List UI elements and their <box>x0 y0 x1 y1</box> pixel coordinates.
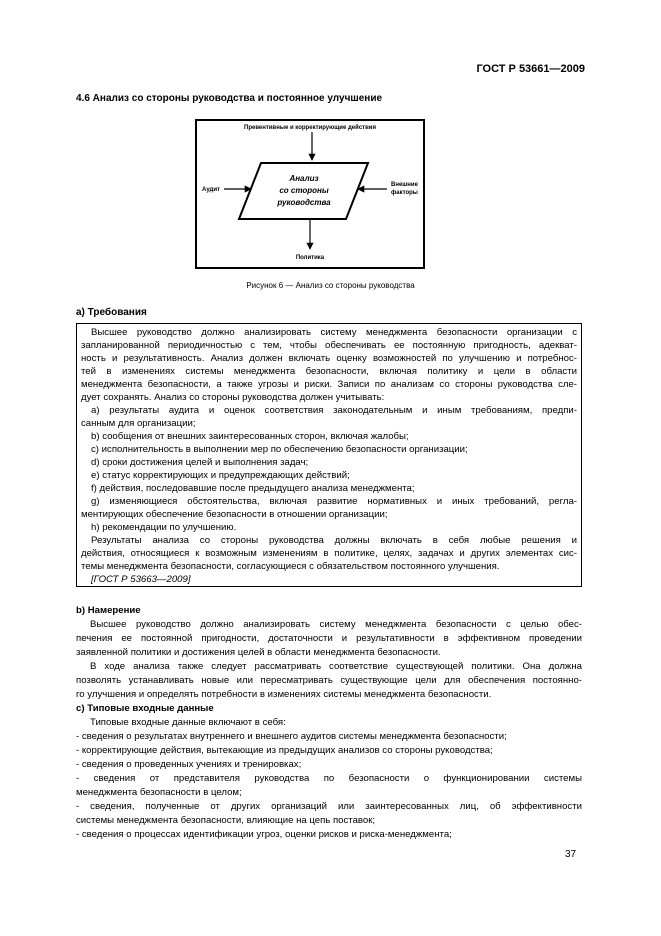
inputs-line: - сведения о проведенных учениях и тренировках; <box>76 759 302 770</box>
section-title: 4.6 Анализ со стороны руководства и постоянное улучшение <box>76 93 383 104</box>
inputs-line: - сведения о процессах идентификации угроз, оценки рисков и риска-менеджмента; <box>76 829 452 840</box>
inputs-heading: с) Типовые входные данные <box>76 703 214 714</box>
req-line: d) сроки достижения целей и выполнения задач; <box>91 457 309 468</box>
req-line: e) статус корректирующих и предупреждающих действий; <box>91 470 350 481</box>
req-line: ность и результативность. Анализ должен включать оценку возможностей по улучшению и потребнос- <box>81 353 577 364</box>
inputs-line: менеджмента безопасности в целом; <box>76 787 242 798</box>
inputs-line: системы менеджмента безопасности, влияющие на цепь поставок; <box>76 815 376 826</box>
intent-line: позволять устанавливать новые или пересматривать существующие цели для обеспечения постоянно- <box>76 675 582 686</box>
req-line: менеджмента безопасности, а также угрозы и риски. Записи по анализам со стороны руководства сле- <box>81 379 577 390</box>
req-line: Результаты анализа со стороны руководства должны включать в себя любые решения и <box>91 535 577 546</box>
req-line: c) исполнительность в выполнении мер по обеспечению безопасности организации; <box>91 444 468 455</box>
diagram-svg <box>195 119 425 269</box>
inputs-line: - корректирующие действия, вытекающие из предыдущих анализов со стороны руководства; <box>76 745 493 756</box>
standard-id: ГОСТ Р 53661—2009 <box>476 63 585 75</box>
figure-top-label: Превентивные и корректирующие действия <box>244 125 376 131</box>
req-line: Высшее руководство должно анализировать систему менеджмента безопасности организации с <box>91 327 577 338</box>
inputs-line: - сведения, полученные от других организаций или заинтересованных лиц, об эффективности <box>76 801 582 812</box>
intent-line: Высшее руководство должно анализировать систему менеджмента безопасности с целью обес- <box>90 619 582 630</box>
page-number: 37 <box>565 849 577 860</box>
req-line: ментирующих обеспечение безопасности в отношении организации; <box>81 509 388 520</box>
figure-diagram <box>195 119 425 269</box>
inputs-line: - сведения о результатах внутреннего и внешнего аудитов системы менеджмента безопасности; <box>76 731 507 742</box>
figure-bottom-label: Политика <box>295 255 325 261</box>
figure-right-line-2: факторы <box>391 190 418 196</box>
req-line: g) изменяющиеся обстоятельства, включая развитие нормативных и иных требований, регла- <box>91 496 577 507</box>
req-line: тей в изменениях системы менеджмента безопасности, включая политику и цели в области <box>81 366 577 377</box>
req-line: b) сообщения от внешних заинтересованных сторон, включая жалобы; <box>91 431 409 442</box>
req-line: санным для организации; <box>81 418 196 429</box>
req-line: дует сохранять. Анализ со стороны руководства должен учитывать: <box>81 392 385 403</box>
req-line: а) результаты аудита и оценок соответствия законодательным и иным требованиям, предпи- <box>91 405 577 416</box>
req-line: запланированной периодичностью с тем, чтобы обеспечивать ее постоянную пригодность, адекват- <box>81 340 577 351</box>
req-line: действия, относящиеся к возможным изменениям в политике, целях, задачах и других элементах сис- <box>81 548 577 559</box>
inputs-line: Типовые входные данные включают в себя: <box>90 717 286 728</box>
req-reference: [ГОСТ Р 53663—2009] <box>91 574 191 585</box>
figure-caption: Рисунок 6 — Анализ со стороны руководства <box>246 281 415 290</box>
figure-right-line-1: Внешние <box>391 182 418 188</box>
center-line-1: Анализ <box>289 174 319 183</box>
requirements-box <box>76 323 582 587</box>
intent-line: В ходе анализа также следует рассматривать соответствие существующей политики. Она должна <box>90 661 582 672</box>
figure-left-label: Аудит <box>202 187 220 193</box>
intent-line: го улучшения и определять потребности в изменениях системы менеджмента безопасности. <box>76 689 492 700</box>
intent-heading: b) Намерение <box>76 605 141 616</box>
intent-line: печения ее постоянной пригодности, достаточности и результативности в эффективном проведении <box>76 633 582 644</box>
req-line: темы менеджмента безопасности, согласующиеся с обязательством постоянного улучшения. <box>81 561 500 572</box>
center-line-3: руководства <box>277 198 331 207</box>
requirements-heading: а) Требования <box>76 307 147 318</box>
req-line: h) рекомендации по улучшению. <box>91 522 237 533</box>
intent-line: заявленной политики и достижения целей в области менеджмента безопасности. <box>76 647 441 658</box>
inputs-line: - сведения от представителя руководства по безопасности о функционировании системы <box>76 773 582 784</box>
center-line-2: со стороны <box>279 186 329 195</box>
req-line: f) действия, последовавшие после предыдущего анализа менеджмента; <box>91 483 415 494</box>
